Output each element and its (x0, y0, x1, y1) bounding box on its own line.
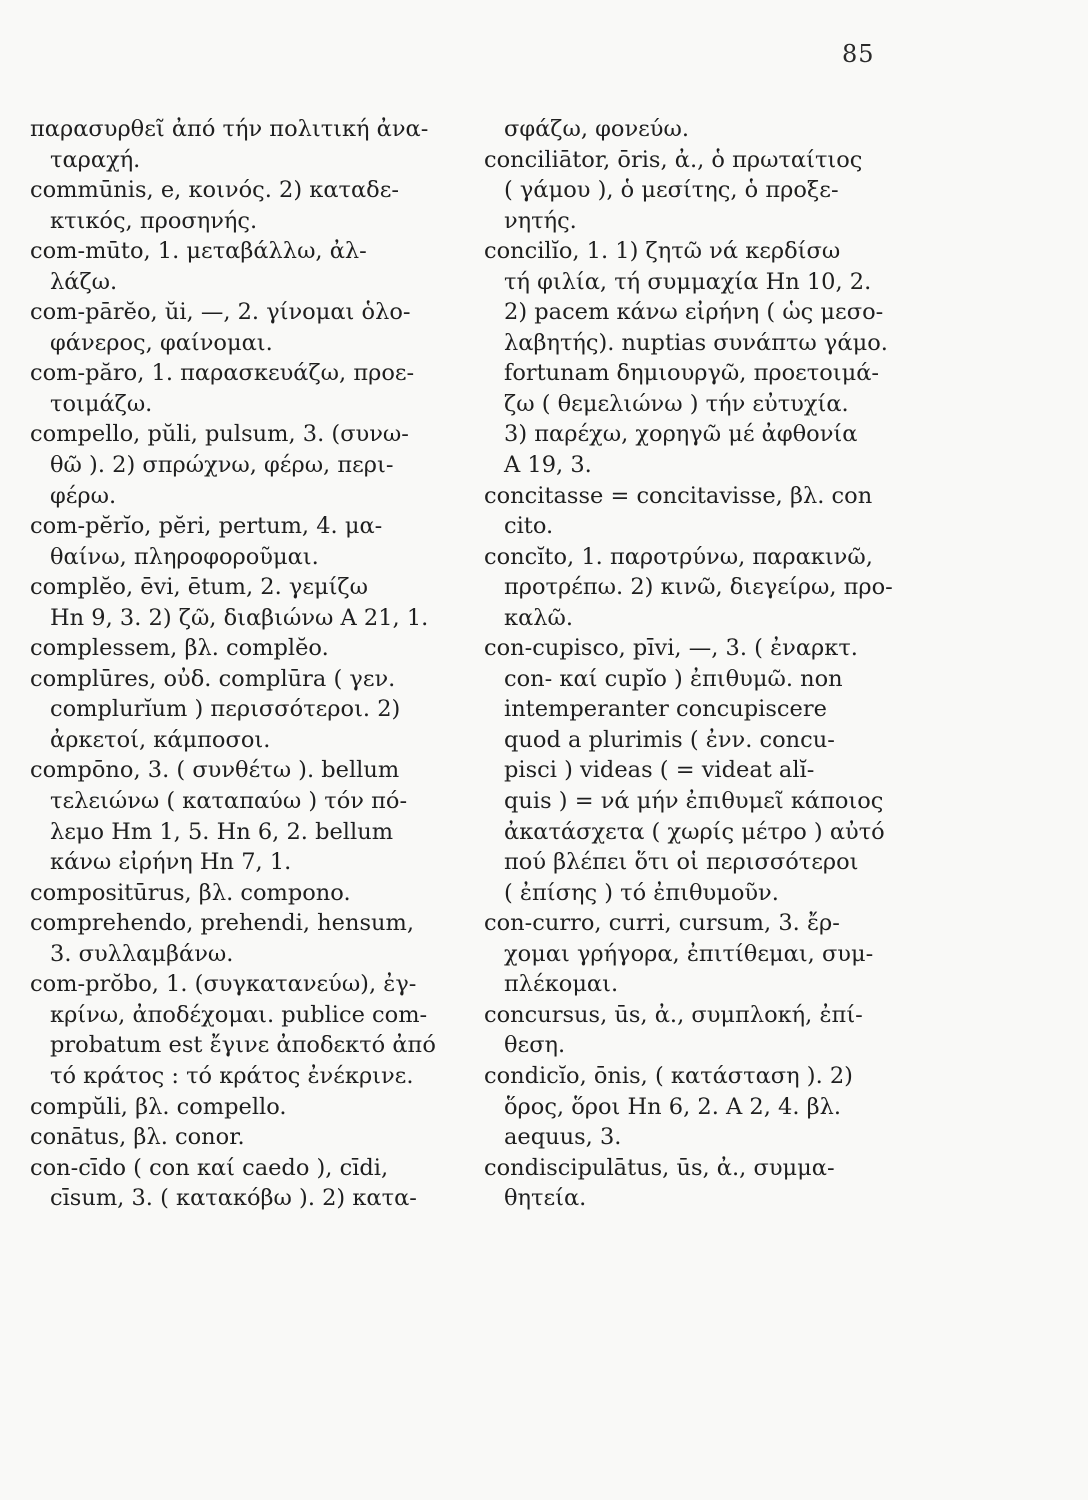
text-line: cīsum, 3. ( κατακόβω ). 2) κατα- (50, 1185, 417, 1212)
text-line: quis ) = νά μήν ἐπιθυμεῖ κάποιος (504, 788, 884, 815)
left-column (30, 114, 458, 1214)
text-line: κρίνω, ἀποδέχομαι. publice com- (50, 1001, 428, 1028)
text-line: condiscipulātus, ūs, ἀ., συμμα- (484, 1154, 835, 1181)
text-line: pisci ) videas ( = videat alĭ- (504, 757, 815, 784)
text-line: ἀρκετοί, κάμποσοι. (50, 726, 271, 753)
text-line: τή φιλία, τή συμμαχία Hn 10, 2. (504, 268, 872, 295)
text-line: con-cīdo ( con καί caedo ), cīdi, (30, 1154, 389, 1181)
text-line: con-cupisco, pīvi, —, 3. ( ἐναρκτ. (484, 635, 858, 662)
text-line: cito. (504, 513, 554, 540)
text-line: complūres, οὐδ. complūra ( γεν. (30, 665, 396, 692)
text-line: compositūrus, βλ. compono. (30, 879, 351, 906)
text-line: ( ἐπίσης ) τό ἐπιθυμοῦν. (504, 879, 779, 906)
text-line: compōno, 3. ( συνθέτω ). bellum (30, 757, 400, 784)
text-line: φέρω. (50, 482, 117, 509)
text-line: con-curro, curri, cursum, 3. ἔρ- (484, 910, 840, 937)
text-line: concitasse = concitavisse, βλ. con (484, 482, 873, 509)
text-line: λαβητής). nuptias συνάπτω γάμο. (504, 329, 888, 356)
text-line: com-pārĕo, ŭi, —, 2. γίνομαι ὁλο- (30, 299, 411, 326)
text-line: ( γάμου ), ὁ μεσίτης, ὁ προξε- (504, 177, 839, 204)
text-line: λεμο Hm 1, 5. Hn 6, 2. bellum (50, 818, 394, 845)
text-line: com-mūto, 1. μεταβάλλω, ἀλ- (30, 238, 367, 265)
text-line: com-pĕrĭo, pĕri, pertum, 4. μα- (30, 513, 383, 540)
text-line: commūnis, e, κοινός. 2) καταδε- (30, 177, 399, 204)
text-line: con- καί cupĭo ) ἐπιθυμῶ. non (504, 665, 843, 692)
text-line: quod a plurimis ( ἐνν. concu- (504, 726, 835, 753)
text-line: θῶ ). 2) σπρώχνω, φέρω, περι- (50, 452, 394, 479)
text-line: νητής. (504, 207, 577, 234)
text-line: concĭto, 1. παροτρύνω, παρακινῶ, (484, 543, 873, 570)
text-line: θεση. (504, 1032, 566, 1059)
text-line: comprehendo, prehendi, hensum, (30, 910, 415, 937)
text-line: fortunam δημιουργῶ, προετοιμά- (504, 360, 880, 387)
text-line: καλῶ. (504, 604, 574, 631)
text-line: complĕo, ēvi, ētum, 2. γεμίζω (30, 574, 368, 601)
text-line: probatum est ἔγινε ἀποδεκτό ἀπό (50, 1032, 436, 1059)
text-line: com-păro, 1. παρασκευάζω, προε- (30, 360, 415, 387)
text-line: τό κράτος : τό κράτος ἐνέκρινε. (50, 1062, 414, 1089)
text-line: θητεία. (504, 1185, 587, 1212)
text-line: conātus, βλ. conor. (30, 1124, 245, 1151)
text-line: ἀκατάσχετα ( χωρίς μέτρο ) αὐτό (504, 818, 885, 845)
text-line: σφάζω, φονεύω. (504, 116, 689, 142)
text-line: λάζω. (50, 268, 118, 295)
text-line: κτικός, προσηνής. (50, 207, 258, 234)
text-line: compŭli, βλ. compello. (30, 1093, 287, 1120)
text-line: aequus, 3. (504, 1124, 622, 1151)
text-line: παρασυρθεῖ ἀπό τήν πολιτική ἀνα- (30, 116, 429, 142)
text-line: complurĭum ) περισσότεροι. 2) (50, 696, 401, 723)
page-number: 85 (842, 40, 875, 68)
text-line: τοιμάζω. (50, 390, 153, 417)
right-column (484, 114, 924, 1214)
text-line: τελειώνω ( καταπαύω ) τόν πό- (50, 788, 408, 815)
text-line: 3) παρέχω, χορηγῶ μέ ἀφθονία (504, 421, 858, 448)
text-line: κάνω εἰρήνη Hn 7, 1. (50, 849, 292, 876)
text-line: concursus, ūs, ἀ., συμπλοκή, ἐπί- (484, 1001, 863, 1028)
text-line: A 19, 3. (504, 452, 592, 479)
text-line: πού βλέπει ὅτι οἱ περισσότεροι (504, 849, 859, 876)
text-line: φάνερος, φαίνομαι. (50, 329, 273, 356)
text-line: conciliātor, ōris, ἀ., ὁ πρωταίτιος (484, 146, 863, 173)
text-line: compello, pŭli, pulsum, 3. (συνω- (30, 421, 409, 448)
text-line: 2) pacem κάνω εἰρήνη ( ὡς μεσο- (504, 299, 884, 326)
text-line: intemperanter concupiscere (504, 696, 827, 723)
text-line: 3. συλλαμβάνω. (50, 940, 234, 967)
text-line: Hn 9, 3. 2) ζῶ, διαβιώνω A 21, 1. (50, 604, 429, 631)
text-line: προτρέπω. 2) κινῶ, διεγείρω, προ- (504, 574, 893, 601)
text-line: χομαι γρήγορα, ἐπιτίθεμαι, συμ- (504, 940, 874, 967)
text-line: ζω ( θεμελιώνω ) τήν εὐτυχία. (504, 390, 849, 417)
text-line: ὅρος, ὅροι Hn 6, 2. A 2, 4. βλ. (504, 1093, 842, 1120)
text-line: πλέκομαι. (504, 971, 619, 998)
text-line: θαίνω, πληροφοροῦμαι. (50, 543, 319, 570)
text-line: ταραχή. (50, 146, 141, 173)
text-line: condicĭo, ōnis, ( κατάσταση ). 2) (484, 1062, 853, 1089)
text-line: complessem, βλ. complĕo. (30, 635, 329, 662)
text-line: com-prŏbo, 1. (συγκατανεύω), ἐγ- (30, 971, 417, 998)
text-line: concilĭo, 1. 1) ζητῶ νά κερδίσω (484, 238, 841, 265)
